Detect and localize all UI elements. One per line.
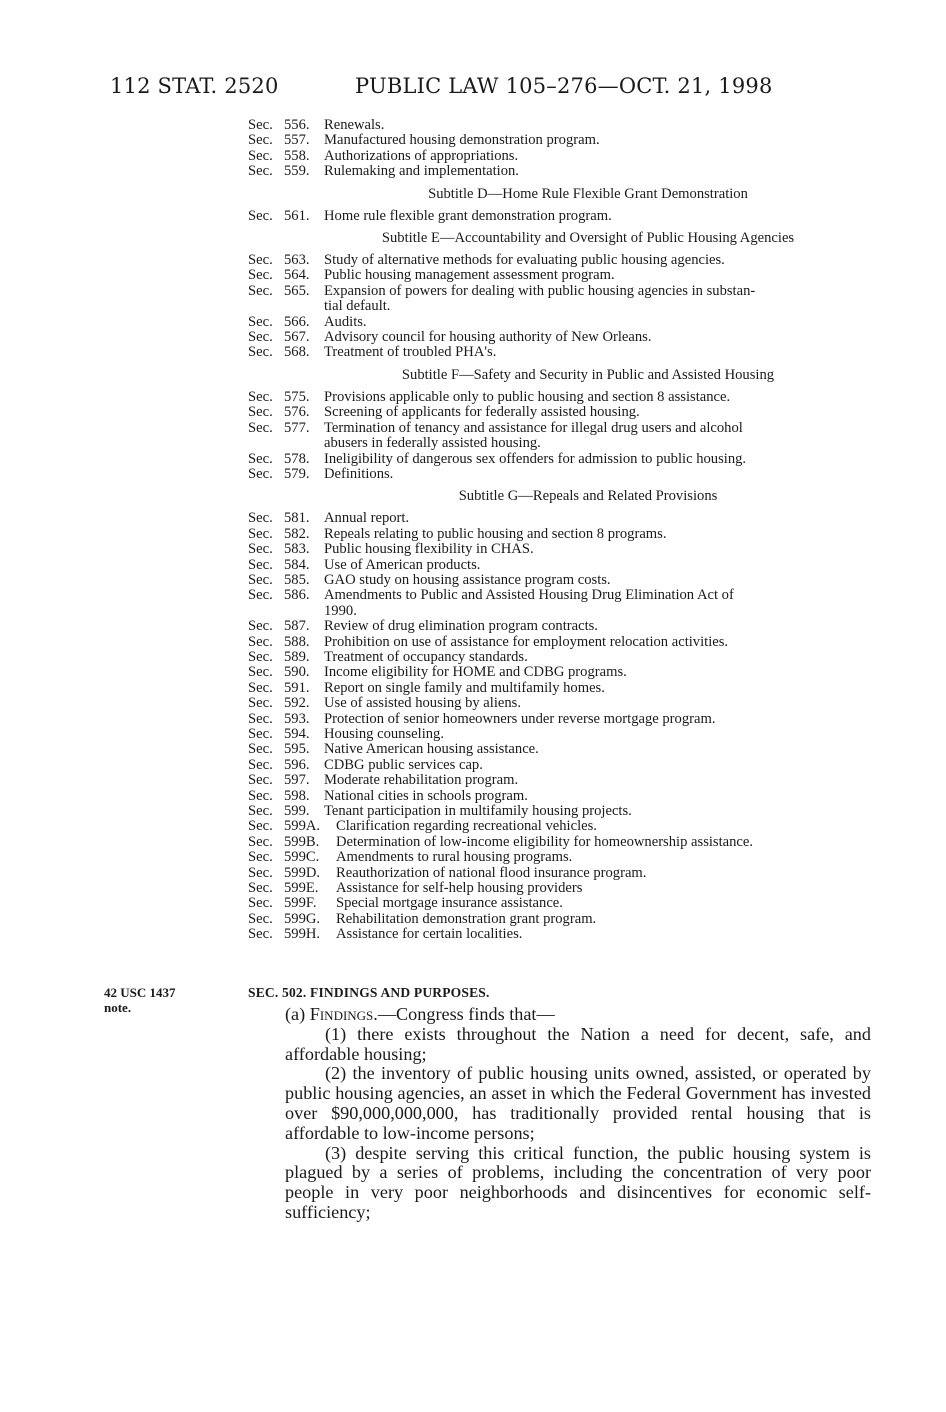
- toc-entry: [248, 421, 888, 436]
- toc-entry: [248, 712, 888, 727]
- section-body: [285, 1005, 871, 1223]
- toc-entry-title: GAO study on housing assistance program costs.: [324, 571, 611, 588]
- toc-entry: [248, 118, 888, 133]
- toc-entry-number: 566.: [284, 313, 310, 330]
- toc-entry-sec-label: Sec.: [248, 541, 273, 558]
- toc-entry: [248, 164, 888, 179]
- toc-entry: [248, 511, 888, 526]
- toc-entry: [248, 665, 888, 680]
- toc-entry-title: Use of American products.: [324, 556, 481, 573]
- toc-entry-sec-label: Sec.: [248, 679, 273, 696]
- subtitle-d-heading: Subtitle D—Home Rule Flexible Grant Demonstration: [428, 185, 748, 202]
- toc-entry-title: Public housing flexibility in CHAS.: [324, 541, 534, 558]
- finding-2: (2) the inventory of public housing units owned, assisted, or operated by public housing agencies, an asset in which the Federal Government has invested over $90,000,000,000, has traditionally provided rental housing that is affordable to low-income persons;: [285, 1063, 871, 1143]
- toc-entry-title: Authorizations of appropriations.: [324, 147, 519, 164]
- subtitle-f-heading: Subtitle F—Safety and Security in Public and Assisted Housing: [401, 366, 775, 383]
- toc-entry-number: 599C.: [284, 849, 320, 866]
- toc-entry: [248, 789, 888, 804]
- toc-entry-sec-label: Sec.: [248, 741, 273, 758]
- toc-entry: [248, 390, 888, 405]
- toc-entry-title: Rehabilitation demonstration grant program.: [336, 910, 597, 927]
- toc-entry-number: 556.: [284, 117, 310, 133]
- margin-citation: [104, 985, 176, 1015]
- toc-entry: [248, 912, 888, 927]
- toc-entry-sec-label: Sec.: [248, 818, 273, 835]
- toc-entry-sec-label: Sec.: [248, 313, 273, 330]
- toc-entry-sec-label: Sec.: [248, 880, 273, 897]
- paragraph-a-text: .—Congress finds that—: [373, 1004, 555, 1024]
- toc-entry-number: 567.: [284, 329, 310, 346]
- toc-entry-number: 557.: [284, 132, 310, 149]
- toc-entry-title: Study of alternative methods for evaluating public housing agencies.: [324, 252, 725, 269]
- toc-entry-title: Treatment of troubled PHA's.: [324, 344, 497, 361]
- toc-entry-sec-label: Sec.: [248, 329, 273, 346]
- toc-entry-title: Reauthorization of national flood insurance program.: [336, 864, 647, 881]
- toc-group-subtitle-g-lettered: [248, 819, 888, 942]
- toc-entry-title: Use of assisted housing by aliens.: [324, 695, 521, 712]
- toc-entry-title: Screening of applicants for federally assisted housing.: [324, 404, 640, 421]
- toc-entry-number: 592.: [284, 695, 310, 712]
- toc-entry-number: 593.: [284, 710, 310, 727]
- toc-entry: [248, 635, 888, 650]
- margin-citation-line: note.: [104, 1000, 132, 1015]
- toc-entry-number: 599D.: [284, 864, 321, 881]
- toc-entry-sec-label: Sec.: [248, 726, 273, 742]
- toc-entry-title: Home rule flexible grant demonstration program.: [324, 207, 612, 224]
- finding-3: (3) despite serving this critical function, the public housing system is plagued by a series of problems, including the concentration of very poor people in very poor neighborhoods and disincentives for economic self-sufficiency;: [285, 1142, 871, 1222]
- toc-entry: [248, 727, 888, 742]
- toc-entry-number: 564.: [284, 267, 310, 284]
- toc-entry: [248, 650, 888, 665]
- toc-entry-sec-label: Sec.: [248, 571, 273, 588]
- toc-entry-title: National cities in schools program.: [324, 787, 528, 804]
- toc-entry-sec-label: Sec.: [248, 132, 273, 149]
- toc-entry-title: 1990.: [324, 602, 357, 619]
- toc-entry-title: Amendments to rural housing programs.: [336, 849, 573, 866]
- toc-entry-number: 599B.: [284, 833, 320, 850]
- toc-entry-title: Expansion of powers for dealing with public housing agencies in substan-: [324, 282, 756, 299]
- toc-entry-number: [284, 436, 324, 451]
- toc-entry-title: Repeals relating to public housing and section 8 programs.: [324, 525, 667, 542]
- toc-entry-number: 582.: [284, 525, 310, 542]
- toc-entry-number: 565.: [284, 282, 310, 299]
- section-heading: SEC. 502. FINDINGS AND PURPOSES.: [248, 985, 490, 1000]
- toc-entry-title: Assistance for certain localities.: [336, 926, 523, 943]
- toc-group-subtitle-e: [248, 253, 888, 361]
- toc-entry-sec-label: Sec.: [248, 756, 273, 773]
- toc-entry-title: Audits.: [324, 313, 367, 330]
- stat-page-number: 112 STAT. 2520: [110, 74, 279, 98]
- toc-entry-sec-label: Sec.: [248, 117, 273, 133]
- toc-entry: [248, 742, 888, 757]
- toc-entry-number: 594.: [284, 726, 310, 742]
- toc-entry-title: tial default.: [324, 298, 391, 315]
- toc-entry-title: Public housing management assessment program.: [324, 267, 615, 284]
- toc-entry: [248, 315, 888, 330]
- toc-group-subtitle-c: [248, 118, 888, 180]
- toc-entry-sec-label: Sec.: [248, 633, 273, 650]
- toc-entry: [248, 209, 888, 224]
- toc-entry: [248, 604, 888, 619]
- toc-entry-title: Tenant participation in multifamily housing projects.: [324, 803, 632, 820]
- toc-entry-number: 599G.: [284, 910, 321, 927]
- toc-entry: [248, 284, 888, 299]
- toc-entry-number: 584.: [284, 556, 310, 573]
- toc-entry: [248, 696, 888, 711]
- toc-entry-title: Housing counseling.: [324, 726, 444, 742]
- toc-entry-sec-label: Sec.: [248, 772, 273, 789]
- toc-entry-number: 577.: [284, 419, 310, 436]
- toc-entry-sec-label: Sec.: [248, 252, 273, 269]
- toc-entry-number: 588.: [284, 633, 310, 650]
- toc-entry: [248, 527, 888, 542]
- toc-entry-number: 583.: [284, 541, 310, 558]
- toc-entry-sec-label: Sec.: [248, 404, 273, 421]
- toc-entry: [248, 558, 888, 573]
- toc-entry-number: 587.: [284, 618, 310, 635]
- toc-entry-title: Assistance for self-help housing providers: [336, 880, 583, 897]
- toc-entry-sec-label: Sec.: [248, 895, 273, 912]
- toc-entry-title: Review of drug elimination program contracts.: [324, 618, 598, 635]
- toc-entry-title: Annual report.: [324, 510, 410, 527]
- toc-entry-number: 590.: [284, 664, 310, 681]
- toc-entry-sec-label: Sec.: [248, 147, 273, 164]
- toc-entry: [248, 268, 888, 283]
- toc-entry-number: 599E.: [284, 880, 319, 897]
- toc-entry: [248, 330, 888, 345]
- toc-entry-number: 597.: [284, 772, 310, 789]
- toc-entry-title: Clarification regarding recreational vehicles.: [336, 818, 597, 835]
- toc-entry-title: Determination of low-income eligibility for homeownership assistance.: [336, 833, 754, 850]
- toc-entry: [248, 467, 888, 482]
- toc-entry-sec-label: Sec.: [248, 833, 273, 850]
- toc-entry: [248, 542, 888, 557]
- toc-entry-sec-label: Sec.: [248, 618, 273, 635]
- toc-entry: [248, 866, 888, 881]
- toc-entry: [248, 773, 888, 788]
- toc-entry: [248, 758, 888, 773]
- toc-entry-sec-label: Sec.: [248, 648, 273, 665]
- toc-entry: [248, 573, 888, 588]
- toc-group-subtitle-d: [248, 209, 888, 224]
- toc-entry-number: 578.: [284, 450, 310, 467]
- toc-entry: [248, 452, 888, 467]
- toc-entry-title: Definitions.: [324, 465, 394, 482]
- toc-entry: [248, 619, 888, 634]
- toc-entry-sec-label: Sec.: [248, 510, 273, 527]
- toc-entry: [248, 804, 888, 819]
- toc-entry: [248, 927, 888, 942]
- toc-group-subtitle-f: [248, 390, 888, 482]
- toc-entry-number: 558.: [284, 147, 310, 164]
- toc-entry: [248, 299, 888, 314]
- toc-entry: [248, 881, 888, 896]
- toc-entry-sec-label: Sec.: [248, 267, 273, 284]
- toc-entry-number: 576.: [284, 404, 310, 421]
- toc-entry-title: CDBG public services cap.: [324, 756, 483, 773]
- toc-entry-sec-label: [248, 436, 284, 451]
- toc-entry-sec-label: Sec.: [248, 282, 273, 299]
- toc-entry: [248, 133, 888, 148]
- page-header: [0, 74, 946, 108]
- toc-entry-title: Rulemaking and implementation.: [324, 163, 519, 180]
- subtitle-g-heading: Subtitle G—Repeals and Related Provisions: [458, 488, 718, 505]
- toc-entry-title: Amendments to Public and Assisted Housing Drug Elimination Act of: [324, 587, 734, 604]
- toc-entry-sec-label: Sec.: [248, 926, 273, 943]
- toc-entry-number: [284, 604, 324, 619]
- toc-entry-title: Income eligibility for HOME and CDBG programs.: [324, 664, 627, 681]
- toc-entry-number: 575.: [284, 388, 310, 405]
- toc-entry-title: Provisions applicable only to public housing and section 8 assistance.: [324, 388, 731, 405]
- toc-entry-sec-label: Sec.: [248, 695, 273, 712]
- paragraph-a-label: (a): [285, 1004, 310, 1024]
- toc-group-subtitle-g: [248, 511, 888, 819]
- toc-entry-sec-label: Sec.: [248, 849, 273, 866]
- toc-entry-number: [284, 299, 324, 314]
- finding-1: (1) there exists throughout the Nation a need for decent, safe, and affordable housing;: [285, 1023, 871, 1064]
- toc-entry: [248, 405, 888, 420]
- toc-entry-sec-label: [248, 299, 284, 314]
- toc-entry-title: Protection of senior homeowners under reverse mortgage program.: [324, 710, 716, 727]
- toc-entry-number: 579.: [284, 465, 310, 482]
- toc-entry-number: 599H.: [284, 926, 321, 943]
- toc-entry-sec-label: Sec.: [248, 450, 273, 467]
- toc-entry-number: 599F.: [284, 895, 317, 912]
- toc-entry-sec-label: Sec.: [248, 207, 273, 224]
- toc-entry-sec-label: Sec.: [248, 556, 273, 573]
- toc-entry-sec-label: Sec.: [248, 803, 273, 820]
- toc-entry-number: 559.: [284, 163, 310, 180]
- toc-entry-number: 585.: [284, 571, 310, 588]
- toc-entry-title: Advisory council for housing authority of New Orleans.: [324, 329, 652, 346]
- toc-entry-number: 599.: [284, 803, 310, 820]
- paragraph-a-heading: Findings: [309, 1004, 374, 1024]
- toc-entry-sec-label: Sec.: [248, 465, 273, 482]
- toc-entry: [248, 896, 888, 911]
- toc-entry-sec-label: Sec.: [248, 710, 273, 727]
- toc-entry-sec-label: Sec.: [248, 344, 273, 361]
- toc-entry-title: Ineligibility of dangerous sex offenders for admission to public housing.: [324, 450, 747, 467]
- margin-citation-line: 42 USC 1437: [104, 985, 176, 1000]
- toc-entry-title: Termination of tenancy and assistance for illegal drug users and alcohol: [324, 419, 743, 436]
- toc-entry-sec-label: Sec.: [248, 388, 273, 405]
- toc-entry: [248, 835, 888, 850]
- toc-entry-sec-label: Sec.: [248, 419, 273, 436]
- toc-entry-number: 596.: [284, 756, 310, 773]
- toc-entry-title: abusers in federally assisted housing.: [324, 435, 541, 452]
- toc-entry-sec-label: Sec.: [248, 525, 273, 542]
- toc-entry-title: Prohibition on use of assistance for employment relocation activities.: [324, 633, 729, 650]
- toc-entry-number: 598.: [284, 787, 310, 804]
- toc-entry-title: Moderate rehabilitation program.: [324, 772, 519, 789]
- toc-entry: [248, 819, 888, 834]
- toc-entry-number: 563.: [284, 252, 310, 269]
- toc-entry: [248, 253, 888, 268]
- toc-entry-number: 589.: [284, 648, 310, 665]
- toc-entry-title: Special mortgage insurance assistance.: [336, 895, 563, 912]
- toc-entry-sec-label: [248, 604, 284, 619]
- toc-entry: [248, 149, 888, 164]
- public-law-title: PUBLIC LAW 105–276—OCT. 21, 1998: [355, 74, 773, 98]
- table-of-contents: [248, 118, 888, 943]
- toc-entry-number: 591.: [284, 679, 310, 696]
- toc-entry-sec-label: Sec.: [248, 587, 273, 604]
- toc-entry-title: Renewals.: [324, 117, 385, 133]
- toc-entry-title: Treatment of occupancy standards.: [324, 648, 528, 665]
- toc-entry-title: Native American housing assistance.: [324, 741, 539, 758]
- toc-entry-number: 586.: [284, 587, 310, 604]
- toc-entry: [248, 345, 888, 360]
- toc-entry: [248, 436, 888, 451]
- toc-entry: [248, 681, 888, 696]
- toc-entry: [248, 588, 888, 603]
- toc-entry-number: 595.: [284, 741, 310, 758]
- paragraph-a: [285, 1005, 871, 1025]
- toc-entry-sec-label: Sec.: [248, 664, 273, 681]
- toc-entry-sec-label: Sec.: [248, 864, 273, 881]
- toc-entry-number: 561.: [284, 207, 310, 224]
- toc-entry-sec-label: Sec.: [248, 787, 273, 804]
- toc-entry-title: Manufactured housing demonstration program.: [324, 132, 600, 149]
- subtitle-e-heading: Subtitle E—Accountability and Oversight of Public Housing Agencies: [381, 230, 795, 247]
- toc-entry-sec-label: Sec.: [248, 910, 273, 927]
- toc-entry-title: Report on single family and multifamily homes.: [324, 679, 605, 696]
- toc-entry-number: 599A.: [284, 818, 321, 835]
- toc-entry-sec-label: Sec.: [248, 163, 273, 180]
- toc-entry: [248, 850, 888, 865]
- toc-entry-number: 581.: [284, 510, 310, 527]
- toc-entry-number: 568.: [284, 344, 310, 361]
